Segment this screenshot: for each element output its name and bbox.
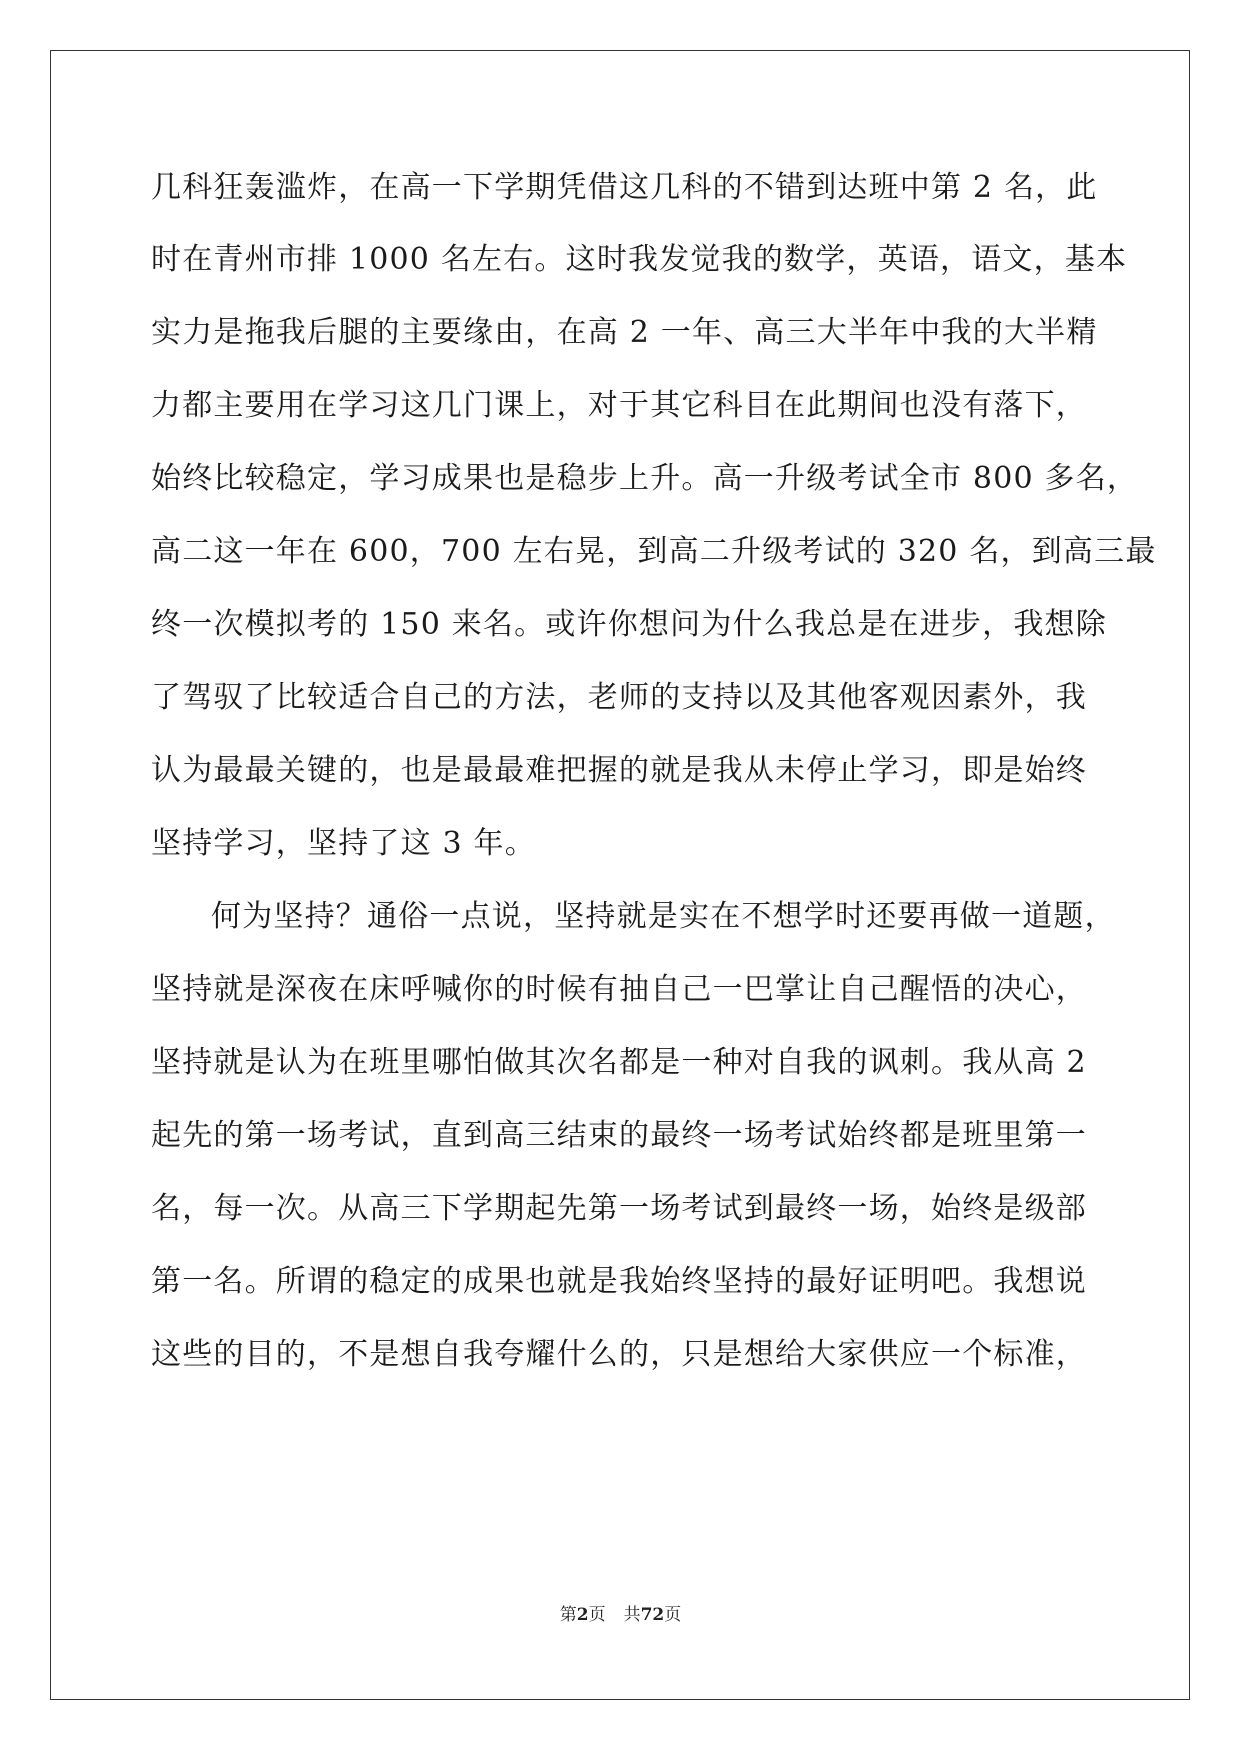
text-line: 时在青州市排 1000 名左右。这时我发觉我的数学，英语，语文，基本 [151,242,1128,277]
page-suffix: 页 [588,1605,606,1625]
text-line: 了驾驭了比较适合自己的方法，老师的支持以及其他客观因素外，我 [151,680,1087,715]
text-line: 终一次模拟考的 150 来名。或许你想问为什么我总是在进步，我想除 [151,607,1107,642]
total-pages: 72 [640,1605,665,1625]
text-line: 坚持学习，坚持了这 3 年。 [151,826,536,861]
page-border [50,50,1190,1700]
text-line: 实力是拖我后腿的主要缘由，在高 2 一年、高三大半年中我的大半精 [151,315,1098,350]
text-line: 第一名。所谓的稳定的成果也就是我始终坚持的最好证明吧。我想说 [151,1264,1087,1299]
text-line: 几科狂轰滥炸，在高一下学期凭借这几科的不错到达班中第 2 名，此 [151,170,1098,205]
page-number: 2 [576,1605,589,1625]
text-line-indented: 何为坚持？通俗一点说，坚持就是实在不想学时还要再做一道题， [211,899,1116,934]
text-line: 坚持就是深夜在床呼喊你的时候有抽自己一巴掌让自己醒悟的决心， [151,972,1087,1007]
text-line: 坚持就是认为在班里哪怕做其次名都是一种对自我的讽刺。我从高 2 [151,1045,1087,1080]
text-line: 认为最最关键的，也是最最难把握的就是我从未停止学习，即是始终 [151,753,1087,788]
total-suffix: 页 [664,1605,682,1625]
text-line: 名，每一次。从高三下学期起先第一场考试到最终一场，始终是级部 [151,1191,1087,1226]
page-footer [0,1604,1241,1626]
text-line: 力都主要用在学习这几门课上，对于其它科目在此期间也没有落下， [151,388,1087,423]
text-line: 始终比较稳定，学习成果也是稳步上升。高一升级考试全市 800 多名， [151,461,1139,496]
text-line: 起先的第一场考试，直到高三结束的最终一场考试始终都是班里第一 [151,1118,1087,1153]
total-prefix: 共 [623,1605,641,1625]
text-line: 这些的目的，不是想自我夸耀什么的，只是想给大家供应一个标准， [151,1337,1087,1372]
text-line: 高二这一年在 600，700 左右晃，到高二升级考试的 320 名，到高三最 [151,534,1157,569]
page-prefix: 第 [559,1605,577,1625]
